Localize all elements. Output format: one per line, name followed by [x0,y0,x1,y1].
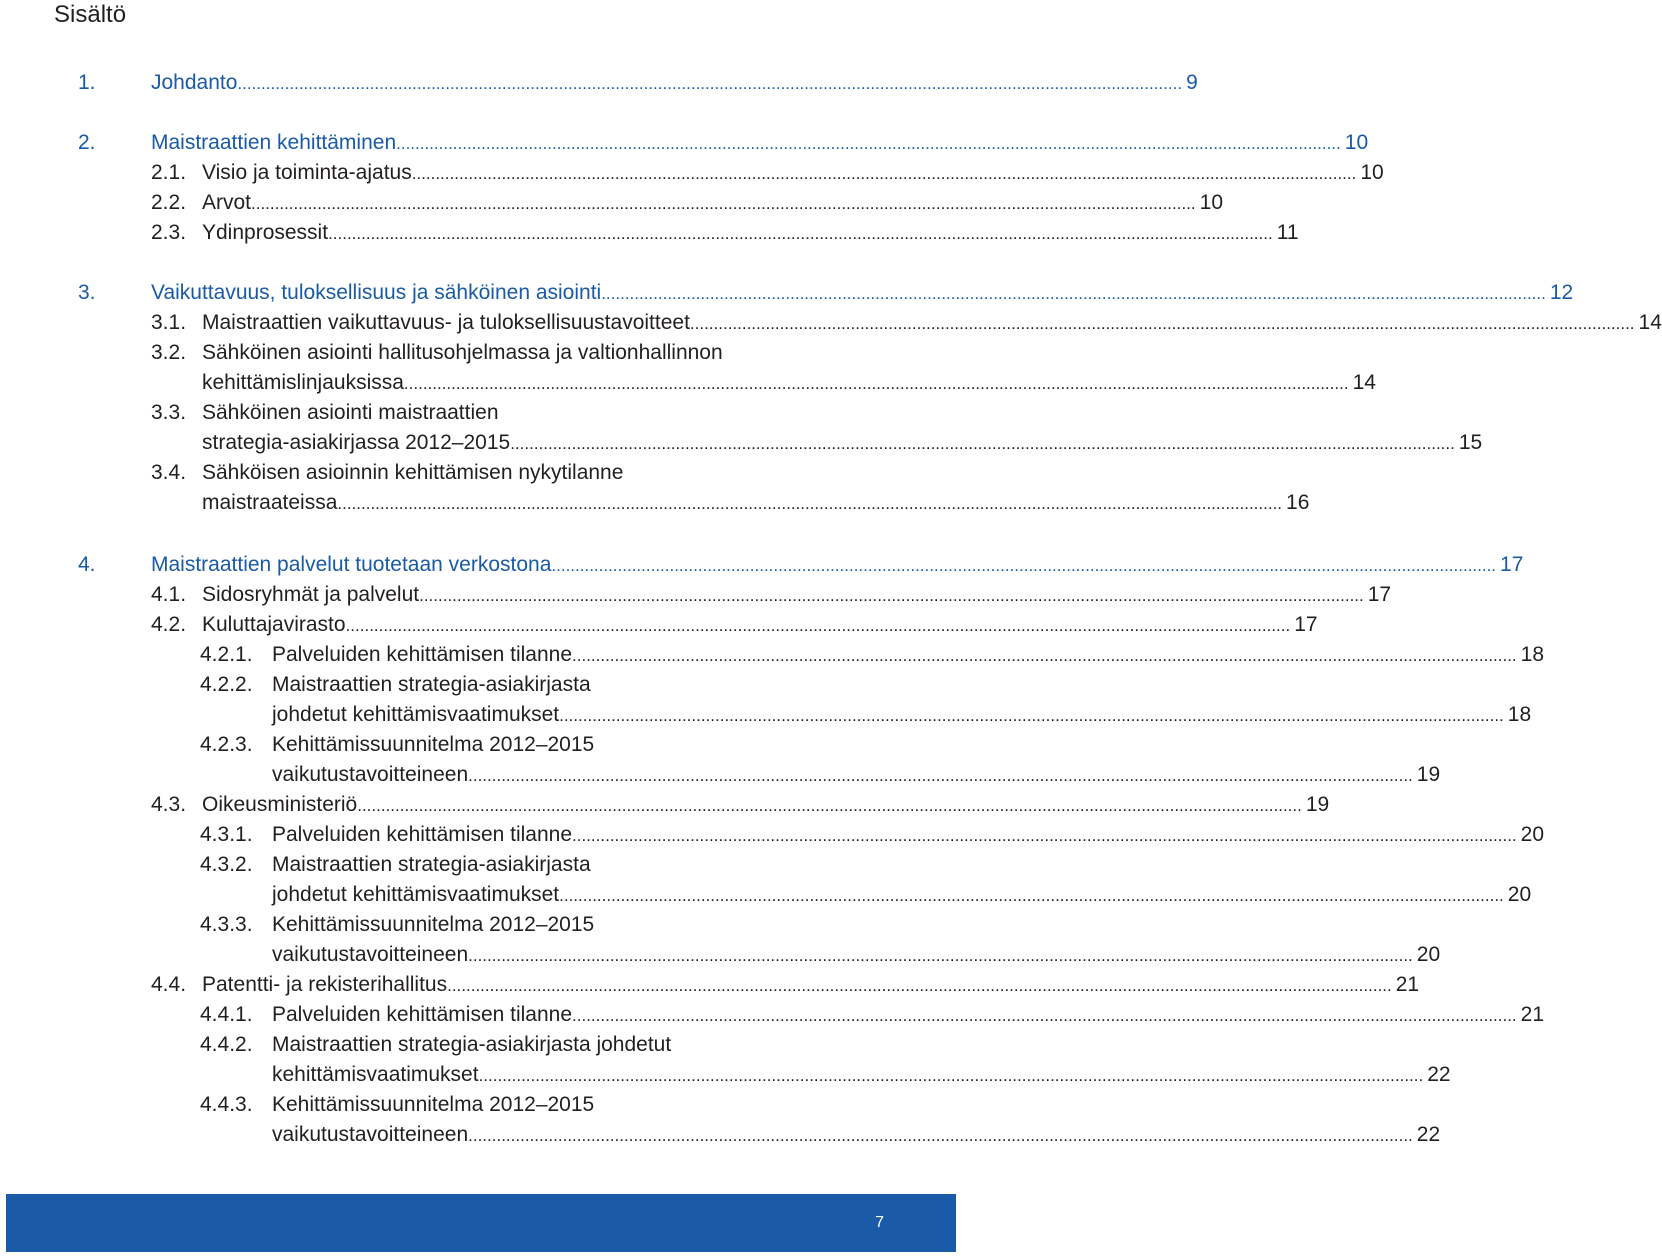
dot-leader: ........................................................................................................................................................................................................ [328,224,1273,243]
toc-entry-title: Kehittämissuunnitelma 2012–2015 [272,733,595,756]
toc-entry-title: vaikutustavoitteineen [272,1123,469,1146]
toc-entry[interactable] [0,1060,1451,1090]
toc-entry-title: Vaikuttavuus, tuloksellisuus ja sähköinen asiointi [151,281,602,304]
toc-entry[interactable] [0,700,1532,730]
toc-entry-title: Maistraattien strategia-asiakirjasta [272,673,591,696]
toc-entry-title: Johdanto [151,71,238,94]
dot-leader: ........................................................................................................................................................................................................ [572,646,1517,665]
page-title: Sisältö [54,1,127,28]
toc-entry[interactable] [0,488,1310,518]
toc-entry-page: 21 [1520,1003,1545,1026]
toc-entry-number: 4.4.1. [200,1003,253,1026]
toc-entry[interactable] [0,458,960,488]
toc-entry-title: johdetut kehittämisvaatimukset [272,883,560,906]
toc-entry-page: 10 [1199,191,1224,214]
toc-entry[interactable] [0,1090,960,1120]
toc-entry-page: 18 [1507,703,1532,726]
toc-entry-title: Sähköisen asioinnin kehittämisen nykytilanne [202,461,624,484]
toc-entry-number: 2.2. [151,191,187,214]
toc-entry-title: Sidosryhmät ja palvelut [202,583,420,606]
toc-entry-number: 4.4.3. [200,1093,253,1116]
toc-entry[interactable] [0,880,1532,910]
toc-entry[interactable] [0,850,960,880]
toc-entry-number: 4.3. [151,793,187,816]
toc-entry-title: Sähköinen asiointi hallitusohjelmassa ja valtionhallinnon [202,341,723,364]
dot-leader: ........................................................................................................................................................................................................ [510,434,1455,453]
toc-entry-page: 14 [1352,371,1376,394]
toc-entry[interactable] [0,760,1441,790]
toc-entry[interactable] [0,970,1420,1000]
toc-entry-title: Kehittämissuunnitelma 2012–2015 [272,913,595,936]
toc-entry-title: Maistraattien strategia-asiakirjasta johdetut [272,1033,672,1056]
toc-entry-number: 2. [78,131,96,154]
dot-leader: ........................................................................................................................................................................................................ [468,766,1413,785]
toc-entry[interactable] [0,670,960,700]
toc-entry-number: 3.4. [151,461,187,484]
toc-entry-title: Kehittämissuunnitelma 2012–2015 [272,1093,595,1116]
toc-entry[interactable] [0,278,1574,308]
toc-entry-page: 11 [1276,221,1299,244]
toc-entry[interactable] [0,910,960,940]
dot-leader: ........................................................................................................................................................................................................ [447,976,1392,995]
toc-entry-title: Visio ja toiminta-ajatus [202,161,412,184]
dot-leader: ........................................................................................................................................................................................................ [251,194,1196,213]
toc-entry[interactable] [0,128,1369,158]
toc-entry[interactable] [0,640,1545,670]
toc-entry-number: 3.3. [151,401,187,424]
toc-entry-page: 18 [1520,643,1545,666]
toc-entry[interactable] [0,730,960,760]
dot-leader: ........................................................................................................................................................................................................ [403,374,1349,393]
toc-entry[interactable] [0,188,1224,218]
toc-entry-title: Maistraattien palvelut tuotetaan verkostona [151,553,552,576]
toc-entry[interactable] [0,1000,1545,1030]
dot-leader: ........................................................................................................................................................................................................ [411,164,1357,183]
toc-entry-number: 1. [78,71,96,94]
footer-bar [6,1194,956,1252]
dot-leader: ........................................................................................................................................................................................................ [468,946,1413,965]
toc-entry-page: 20 [1520,823,1545,846]
toc-entry-title: Palveluiden kehittämisen tilanne [272,823,573,846]
dot-leader: ........................................................................................................................................................................................................ [468,1126,1413,1145]
toc-entry[interactable] [0,398,960,428]
toc-entry[interactable] [0,580,1392,610]
toc-entry-title: Arvot [202,191,252,214]
toc-entry-number: 4.2.3. [200,733,253,756]
toc-entry-page: 22 [1416,1123,1441,1146]
toc-entry-number: 3. [78,281,96,304]
toc-entry-number: 4.4. [151,973,187,996]
dot-leader: ........................................................................................................................................................................................................ [551,556,1497,575]
toc-entry[interactable] [0,1120,1441,1150]
toc-entry-title: Sähköinen asiointi maistraattien [202,401,499,424]
toc-entry[interactable] [0,790,1330,820]
toc-entry-number: 2.1. [151,161,187,184]
toc-entry-title: Maistraattien kehittäminen [151,131,397,154]
page-number: 7 [875,1214,884,1231]
toc-entry-page: 17 [1294,613,1318,636]
dot-leader: ........................................................................................................................................................................................................ [419,586,1364,605]
toc-entry-page: 16 [1286,491,1310,514]
toc-entry-title: kehittämislinjauksissa [202,371,404,394]
toc-entry-page: 19 [1305,793,1330,816]
toc-entry-number: 4.2. [151,613,187,636]
toc-entry[interactable] [0,1030,960,1060]
toc-entry-number: 4.3.1. [200,823,253,846]
toc-entry-number: 2.3. [151,221,187,244]
toc-entry-title: Ydinprosessit [202,221,329,244]
dot-leader: ........................................................................................................................................................................................................ [559,706,1504,725]
toc-entry[interactable] [0,550,1524,580]
toc-entry-page: 20 [1416,943,1441,966]
dot-leader: ........................................................................................................................................................................................................ [572,1006,1517,1025]
toc-entry-page: 19 [1416,763,1441,786]
toc-entry-page: 12 [1549,281,1574,304]
toc-entry-title: vaikutustavoitteineen [272,763,469,786]
toc-entry-page: 20 [1507,883,1532,906]
toc-entry[interactable] [0,68,1198,98]
toc-entry-number: 4. [78,553,96,576]
toc-entry-page: 10 [1360,161,1384,184]
toc-entry-title: kehittämisvaatimukset [272,1063,479,1086]
toc-entry-title: Patentti- ja rekisterihallitus [202,973,448,996]
toc-entry-number: 3.2. [151,341,187,364]
toc-entry-number: 4.2.2. [200,673,253,696]
toc-entry-title: Oikeusministeriö [202,793,358,816]
toc-entry[interactable] [0,218,1299,248]
toc-entry[interactable] [0,428,1483,458]
toc-entry[interactable] [0,820,1545,850]
toc-entry-number: 4.1. [151,583,187,606]
toc-entry[interactable] [0,158,1384,188]
dot-leader: ........................................................................................................................................................................................................ [689,314,1635,333]
dot-leader: ........................................................................................................................................................................................................ [478,1066,1424,1085]
toc-entry-page: 17 [1367,583,1392,606]
dot-leader: ........................................................................................................................................................................................................ [357,796,1302,815]
toc-entry-page: 21 [1395,973,1420,996]
toc-entry-page: 15 [1458,431,1483,454]
toc-entry-title: johdetut kehittämisvaatimukset [272,703,560,726]
toc-entry-title: Kuluttajavirasto [202,613,346,636]
toc-entry-number: 3.1. [151,311,187,334]
toc-entry-title: Palveluiden kehittämisen tilanne [272,1003,573,1026]
dot-leader: ........................................................................................................................................................................................................ [396,134,1341,153]
toc-entry-page: 17 [1500,553,1524,576]
toc-entry[interactable] [0,338,960,368]
dot-leader: ........................................................................................................................................................................................................ [559,886,1504,905]
toc-entry-page: 9 [1186,71,1198,94]
toc-entry-number: 4.4.2. [200,1033,253,1056]
toc-entry-number: 4.3.3. [200,913,253,936]
toc-entry-page: 10 [1344,131,1369,154]
dot-leader: ........................................................................................................................................................................................................ [345,616,1291,635]
dot-leader: ........................................................................................................................................................................................................ [237,74,1183,93]
toc-entry-number: 4.3.2. [200,853,253,876]
toc-entry-title: maistraateissa [202,491,338,514]
dot-leader: ........................................................................................................................................................................................................ [601,284,1546,303]
dot-leader: ........................................................................................................................................................................................................ [572,826,1517,845]
toc-entry-page: 22 [1427,1063,1451,1086]
toc-entry[interactable] [0,940,1441,970]
toc-entry-title: Maistraattien vaikuttavuus- ja tuloksellisuustavoitteet [202,311,690,334]
toc-entry-page: 14 [1638,311,1662,334]
toc-entry[interactable] [0,308,1662,338]
toc-entry-title: Palveluiden kehittämisen tilanne [272,643,573,666]
toc-entry[interactable] [0,368,1376,398]
toc-entry[interactable] [0,610,1318,640]
toc-entry-title: strategia-asiakirjassa 2012–2015 [202,431,511,454]
dot-leader: ........................................................................................................................................................................................................ [337,494,1283,513]
toc-entry-number: 4.2.1. [200,643,253,666]
toc-entry-title: vaikutustavoitteineen [272,943,469,966]
toc-entry-title: Maistraattien strategia-asiakirjasta [272,853,591,876]
